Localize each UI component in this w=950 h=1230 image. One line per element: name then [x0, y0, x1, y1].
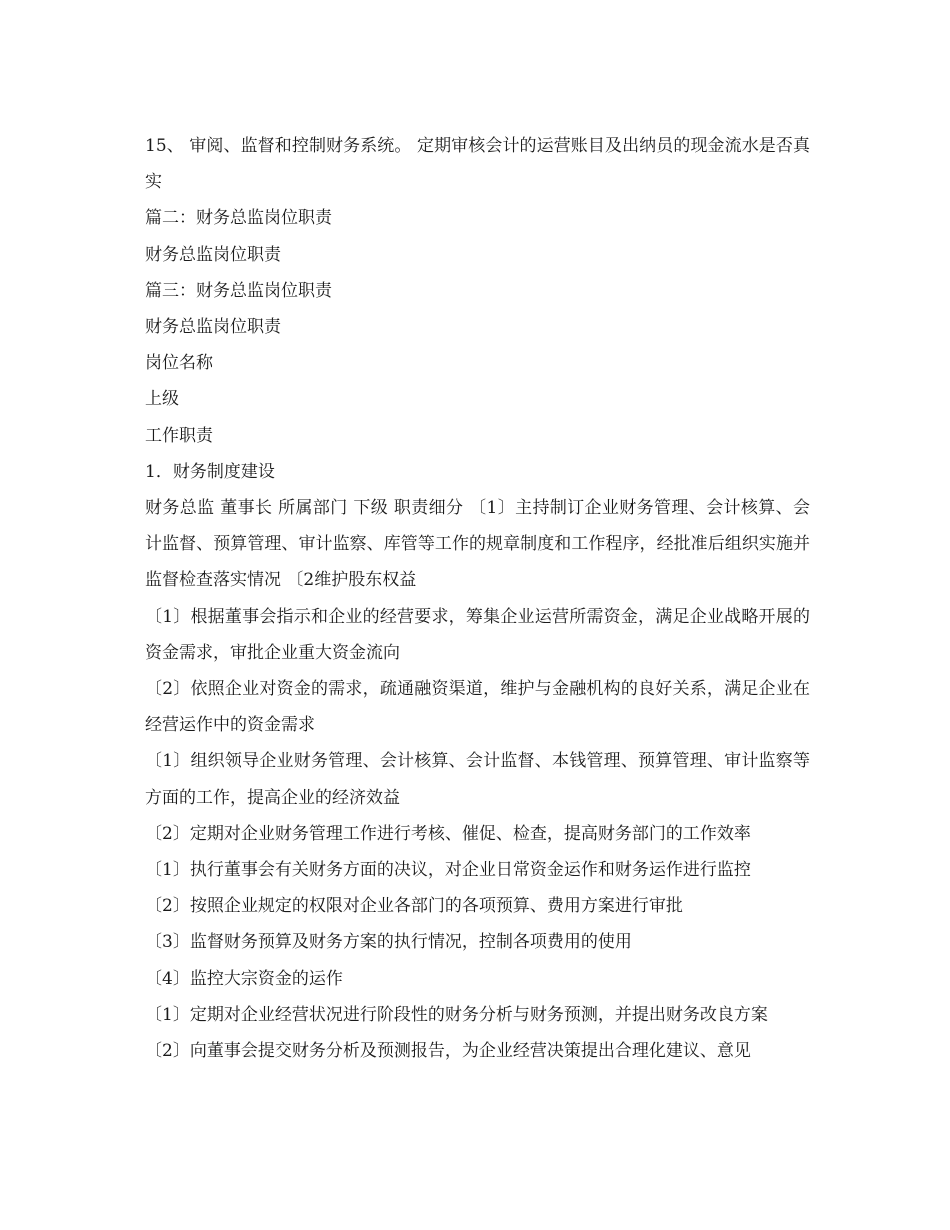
- list-item: 〔4〕监控大宗资金的运作: [145, 968, 343, 989]
- paragraph-audit-control: 15、 审阅、监督和控制财务系统。 定期审核会计的运营账目及出纳员的现金流水是否真实: [145, 136, 810, 193]
- field-label-duties: 工作职责: [145, 425, 213, 446]
- list-item: 〔1〕定期对企业经营状况进行阶段性的财务分析与财务预测，并提出财务改良方案: [145, 1004, 768, 1025]
- paragraph-position-details: 财务总监 董事长 所属部门 下级 职责细分 〔1〕主持制订企业财务管理、会计核算、会计监督、预算管理、审计监察、库管等工作的规章制度和工作程序，经批准后组织实施并监督检查落实情况 〔2维护股东权益: [145, 498, 810, 591]
- list-item: 〔2〕依照企业对资金的需求，疏通融资渠道，维护与金融机构的良好关系，满足企业在经营运作中的资金需求: [145, 679, 810, 736]
- section-heading-part-three: 篇三：财务总监岗位职责: [145, 280, 332, 301]
- field-label-position-name: 岗位名称: [145, 353, 213, 374]
- duty-heading-financial-system: 1．财务制度建设: [145, 461, 275, 482]
- list-item: 〔2〕向董事会提交财务分析及预测报告，为企业经营决策提出合理化建议、意见: [145, 1041, 751, 1062]
- document-title: 财务总监岗位职责: [145, 317, 281, 338]
- section-heading-part-two: 篇二：财务总监岗位职责: [145, 208, 332, 229]
- list-item: 〔3〕监督财务预算及财务方案的执行情况，控制各项费用的使用: [145, 932, 632, 953]
- list-item: 〔1〕执行董事会有关财务方面的决议，对企业日常资金运作和财务运作进行监控: [145, 860, 751, 881]
- list-item: 〔1〕根据董事会指示和企业的经营要求，筹集企业运营所需资金，满足企业战略开展的资金需求，审批企业重大资金流向: [145, 606, 810, 663]
- document-body: [145, 128, 810, 1069]
- list-item: 〔1〕组织领导企业财务管理、会计核算、会计监督、本钱管理、预算管理、审计监察等方面的工作，提高企业的经济效益: [145, 751, 810, 808]
- list-item: 〔2〕按照企业规定的权限对企业各部门的各项预算、费用方案进行审批: [145, 896, 683, 917]
- field-label-superior: 上级: [145, 389, 179, 410]
- document-title: 财务总监岗位职责: [145, 244, 281, 265]
- list-item: 〔2〕定期对企业财务管理工作进行考核、催促、检查，提高财务部门的工作效率: [145, 823, 751, 844]
